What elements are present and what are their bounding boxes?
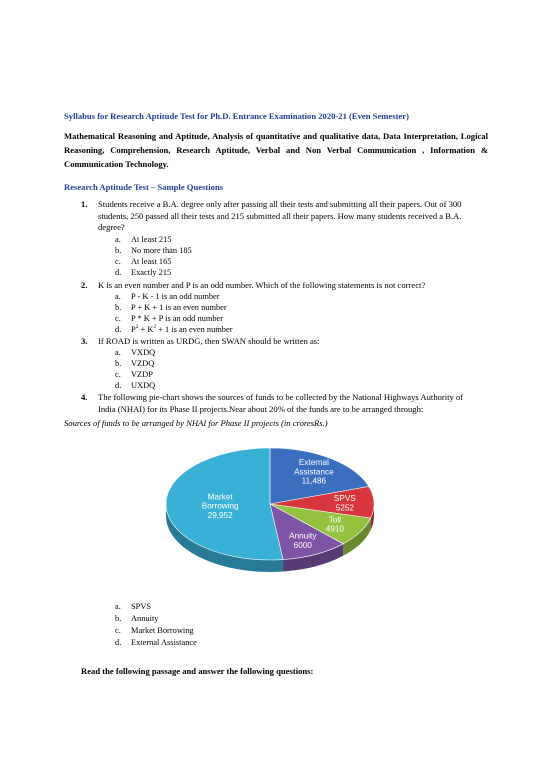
question-number: 1. (81, 199, 88, 209)
question-number: 4. (81, 392, 88, 402)
option-text: At least 215 (131, 235, 172, 244)
option-text: UXDQ (131, 381, 156, 390)
question-line: India (NHAI) for its Phase II projects.Near about 20% of the funds are to be arranged through: (98, 403, 424, 414)
question-number: 3. (81, 336, 88, 346)
pie-chart (158, 438, 394, 588)
option-label: a. (115, 602, 121, 611)
question-text (98, 280, 490, 292)
option-text: At least 165 (131, 257, 172, 266)
option-text: VXDQ (131, 348, 156, 357)
option-label: b. (115, 246, 122, 255)
option-text: SPVS (131, 602, 152, 611)
question-number: 2. (81, 280, 88, 290)
option-text-part: + 1 is an even number (156, 325, 233, 334)
question-line: The following pie-chart shows the sources of funds to be collected by the National Highways Authority of (98, 392, 464, 402)
option-label: b. (115, 359, 122, 368)
option-label: a. (115, 348, 121, 357)
option-text: P * K + P is an odd number (131, 314, 224, 323)
option-label: d. (115, 638, 122, 647)
option-label: d. (115, 381, 122, 390)
option-label: c. (115, 257, 121, 266)
option-label: c. (115, 370, 121, 379)
question-line: If ROAD is written as URDG, then SWAN should be written as: (98, 336, 320, 346)
superscript: 2 (135, 324, 139, 331)
option-text: VZDQ (131, 359, 155, 368)
option-text: Market Borrowing (131, 626, 194, 635)
option-label: c. (115, 314, 121, 323)
pie-label-0: External Assistance 11,486 (294, 458, 334, 486)
question-text (98, 392, 490, 415)
option-text: No more than 185 (131, 246, 192, 255)
question-line: students, 250 passed all their tests and 215 submitted all their papers. How many students received a B.A. (98, 210, 462, 221)
question-line: degree? (98, 222, 125, 233)
pie-label-2: Toll 4910 (325, 515, 344, 534)
section-title: Research Aptitude Test – Sample Questions (64, 182, 224, 192)
question-text (98, 199, 490, 234)
option-text: External Assistance (131, 638, 197, 647)
pie-label-3: Annuity 6000 (289, 531, 317, 550)
question-text (98, 336, 490, 348)
pie-label-1: SPVS 5252 (333, 494, 356, 513)
option-text: Annuity (131, 614, 159, 623)
option-label: d. (115, 325, 122, 334)
syllabus-subjects: Mathematical Reasoning and Aptitude, Analysis of quantitative and qualitative data, Data Interpretation, Logical Reasoning, Comprehension, Research Aptitude, Verbal and Non Verbal Communication , Information & Communication Technology. (64, 131, 488, 169)
superscript: 2 (153, 324, 157, 331)
question-line: K is an even number and P is an odd number. Which of the following statements is not correct? (98, 280, 426, 290)
pie-label-4: Market Borrowing 29,952 (201, 492, 239, 520)
option-text: VZDP (131, 370, 153, 379)
option-text: Exactly 215 (131, 268, 172, 277)
option-text (131, 325, 233, 334)
syllabus-title: Syllabus for Research Aptitude Test for Ph.D. Entrance Examination 2020-21 (Even Semester) (64, 111, 409, 121)
option-text-part: P (131, 325, 136, 334)
option-label: a. (115, 235, 121, 244)
option-label: b. (115, 614, 122, 623)
option-label: c. (115, 626, 121, 635)
passage-heading: Read the following passage and answer the following questions: (81, 666, 314, 676)
figure-caption: Sources of funds to be arranged by NHAI for Phase II projects (in croresRs.) (64, 418, 328, 428)
option-text: P + K + 1 is an even number (131, 303, 227, 312)
question-line: Students receive a B.A. degree only after passing all their tests and submitting all their papers. Out of 300 (98, 199, 462, 209)
option-label: d. (115, 268, 122, 277)
option-label: b. (115, 303, 122, 312)
option-text: P - K - 1 is an odd number (131, 292, 220, 301)
option-text-part: + K (138, 325, 154, 334)
option-label: a. (115, 292, 121, 301)
